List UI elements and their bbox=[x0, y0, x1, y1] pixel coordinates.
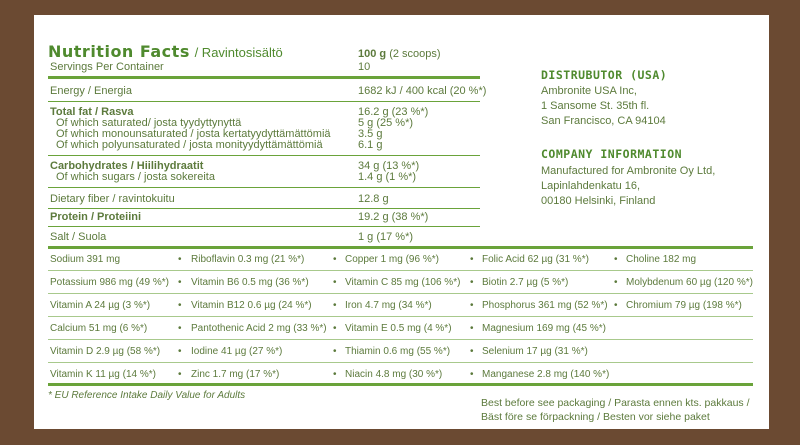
fiber-label: Dietary fiber / ravintokuitu bbox=[50, 193, 175, 205]
bullet-separator: • bbox=[178, 254, 182, 265]
sugars-value: 1.4 g (1 %*) bbox=[358, 171, 417, 183]
mono-value: 3.5 g bbox=[358, 128, 383, 140]
company-heading: COMPANY INFORMATION bbox=[541, 147, 683, 161]
divider bbox=[48, 187, 480, 188]
sugars-label: Of which sugars / josta sokereita bbox=[56, 171, 215, 183]
micro-item: Sodium 391 mg bbox=[50, 254, 121, 265]
distributor-line: Ambronite USA Inc, bbox=[541, 85, 637, 97]
salt-value: 1 g (17 %*) bbox=[358, 231, 414, 243]
divider-thick bbox=[48, 76, 480, 79]
micro-item: Vitamin B12 0.6 µg (24 %*) bbox=[191, 300, 312, 311]
micro-item: Iodine 41 µg (27 %*) bbox=[191, 346, 283, 357]
fat-value: 16.2 g (23 %*) bbox=[358, 106, 429, 118]
bullet-separator: • bbox=[333, 346, 337, 357]
bullet-separator: • bbox=[470, 323, 474, 334]
salt-label: Salt / Suola bbox=[50, 231, 107, 243]
serving-size: 100 g (2 scoops) bbox=[358, 48, 441, 60]
micro-item: Phosphorus 361 mg (52 %*) bbox=[482, 300, 608, 311]
divider bbox=[48, 226, 480, 227]
mono-label: Of which monounsaturated / josta kertatyydyttämättömiä bbox=[56, 128, 331, 140]
bullet-separator: • bbox=[178, 323, 182, 334]
bullet-separator: • bbox=[178, 277, 182, 288]
bullet-separator: • bbox=[470, 300, 474, 311]
bullet-separator: • bbox=[333, 277, 337, 288]
bullet-separator: • bbox=[178, 346, 182, 357]
micro-item: Calcium 51 mg (6 %*) bbox=[50, 323, 148, 334]
footnote: * EU Reference Intake Daily Value for Adults bbox=[48, 390, 246, 401]
micro-item: Niacin 4.8 mg (30 %*) bbox=[345, 369, 443, 380]
row-divider bbox=[48, 316, 753, 317]
micro-item: Zinc 1.7 mg (17 %*) bbox=[191, 369, 280, 380]
distributor-line: San Francisco, CA 94104 bbox=[541, 115, 666, 127]
bullet-separator: • bbox=[333, 254, 337, 265]
micro-item: Folic Acid 62 µg (31 %*) bbox=[482, 254, 589, 265]
energy-value: 1682 kJ / 400 kcal (20 %*) bbox=[358, 85, 487, 97]
micro-item: Vitamin E 0.5 mg (4 %*) bbox=[345, 323, 452, 334]
protein-label: Protein / Proteiini bbox=[50, 211, 142, 223]
micro-item: Molybdenum 60 µg (120 %*) bbox=[626, 277, 753, 288]
bullet-separator: • bbox=[470, 369, 474, 380]
micro-item: Riboflavin 0.3 mg (21 %*) bbox=[191, 254, 305, 265]
energy-label: Energy / Energia bbox=[50, 85, 132, 97]
fiber-value: 12.8 g bbox=[358, 193, 389, 205]
micro-item: Copper 1 mg (96 %*) bbox=[345, 254, 439, 265]
protein-value: 19.2 g (38 %*) bbox=[358, 211, 429, 223]
micro-item: Iron 4.7 mg (34 %*) bbox=[345, 300, 432, 311]
nutrition-title: Nutrition Facts / Ravintosisältö bbox=[48, 42, 283, 61]
micro-item: Vitamin C 85 mg (106 %*) bbox=[345, 277, 461, 288]
bullet-separator: • bbox=[614, 300, 618, 311]
best-before: Bäst före se förpackning / Besten vor siehe paket bbox=[481, 411, 710, 423]
micro-item: Potassium 986 mg (49 %*) bbox=[50, 277, 169, 288]
divider bbox=[48, 101, 480, 102]
bullet-separator: • bbox=[333, 323, 337, 334]
fat-label: Total fat / Rasva bbox=[50, 106, 134, 118]
micro-item: Selenium 17 µg (31 %*) bbox=[482, 346, 588, 357]
divider-thick bbox=[48, 383, 753, 386]
row-divider bbox=[48, 293, 753, 294]
micro-item: Vitamin D 2.9 µg (58 %*) bbox=[50, 346, 161, 357]
micro-item: Vitamin B6 0.5 mg (36 %*) bbox=[191, 277, 309, 288]
bullet-separator: • bbox=[333, 300, 337, 311]
divider bbox=[48, 208, 480, 209]
bullet-separator: • bbox=[614, 254, 618, 265]
company-line: Manufactured for Ambronite Oy Ltd, bbox=[541, 165, 716, 177]
distributor-line: 1 Sansome St. 35th fl. bbox=[541, 100, 650, 112]
micro-item: Vitamin K 11 µg (14 %*) bbox=[50, 369, 156, 380]
carbs-label: Carbohydrates / Hiilihydraatit bbox=[50, 160, 204, 172]
carbs-value: 34 g (13 %*) bbox=[358, 160, 420, 172]
poly-value: 6.1 g bbox=[358, 139, 383, 151]
micro-item: Magnesium 169 mg (45 %*) bbox=[482, 323, 606, 334]
nutrition-label bbox=[34, 15, 769, 429]
divider bbox=[48, 155, 480, 156]
servings-value: 10 bbox=[358, 61, 371, 73]
bullet-separator: • bbox=[333, 369, 337, 380]
company-line: Lapinlahdenkatu 16, bbox=[541, 180, 641, 192]
servings-label: Servings Per Container bbox=[50, 61, 164, 73]
divider-thick bbox=[48, 246, 753, 249]
bullet-separator: • bbox=[178, 369, 182, 380]
micro-item: Biotin 2.7 µg (5 %*) bbox=[482, 277, 569, 288]
best-before: Best before see packaging / Parasta ennen kts. pakkaus / bbox=[481, 397, 750, 409]
micro-item: Manganese 2.8 mg (140 %*) bbox=[482, 369, 610, 380]
micro-item: Choline 182 mg bbox=[626, 254, 697, 265]
bullet-separator: • bbox=[470, 346, 474, 357]
micro-item: Pantothenic Acid 2 mg (33 %*) bbox=[191, 323, 327, 334]
micro-item: Thiamin 0.6 mg (55 %*) bbox=[345, 346, 451, 357]
bullet-separator: • bbox=[178, 300, 182, 311]
distributor-heading: DISTRUBUTOR (USA) bbox=[541, 68, 668, 82]
micro-item: Chromium 79 µg (198 %*) bbox=[626, 300, 742, 311]
bullet-separator: • bbox=[614, 277, 618, 288]
saturated-label: Of which saturated/ josta tyydyttynyttä bbox=[56, 117, 242, 129]
row-divider bbox=[48, 270, 753, 271]
row-divider bbox=[48, 339, 753, 340]
row-divider bbox=[48, 362, 753, 363]
saturated-value: 5 g (25 %*) bbox=[358, 117, 414, 129]
bullet-separator: • bbox=[470, 277, 474, 288]
company-line: 00180 Helsinki, Finland bbox=[541, 195, 656, 207]
bullet-separator: • bbox=[470, 254, 474, 265]
poly-label: Of which polyunsaturated / josta monityydyttämättömiä bbox=[56, 139, 323, 151]
micro-item: Vitamin A 24 µg (3 %*) bbox=[50, 300, 151, 311]
